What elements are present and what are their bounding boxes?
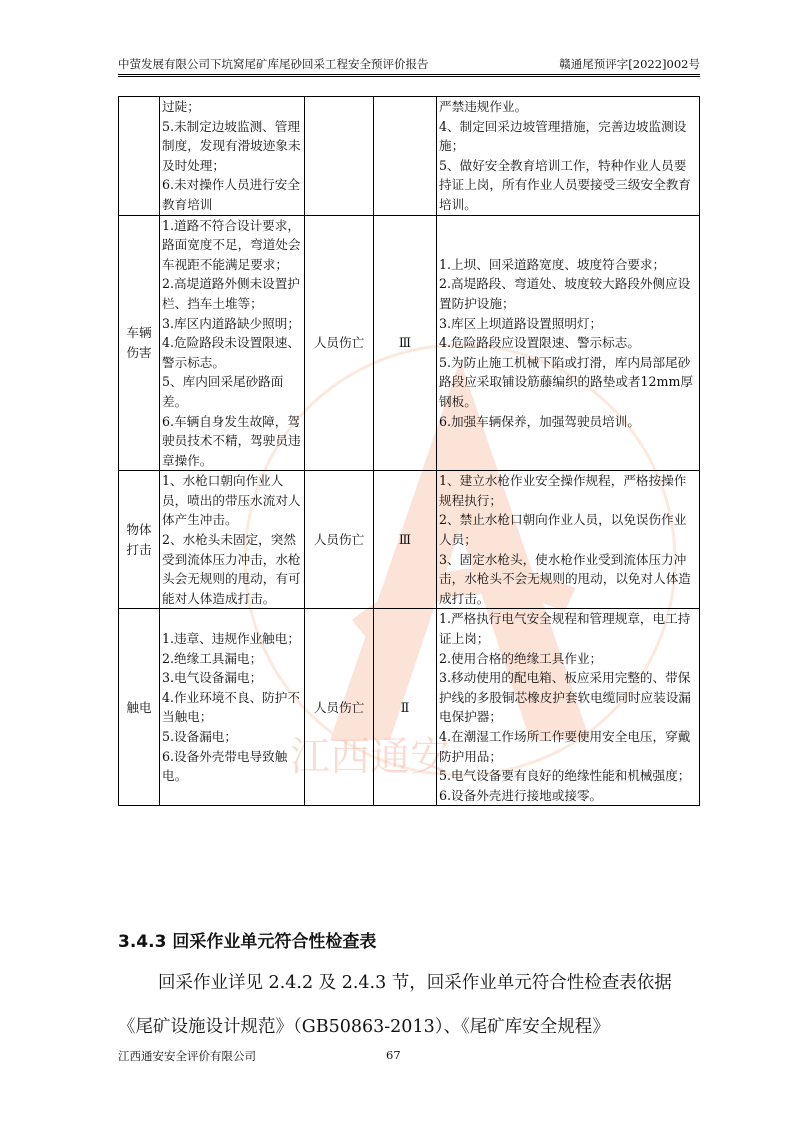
cause-item: 6.设备外壳带电导致触电。 xyxy=(162,748,288,784)
measure-item: 2.高堤路段、弯道处、坡度较大路段外侧应设置防护设施； xyxy=(439,276,691,311)
section-paragraph-2: 《尾矿设施设计规范》（GB50863-2013）、《尾矿库安全规程》 xyxy=(118,1017,610,1037)
page-footer xyxy=(118,1046,700,1066)
consequence-cell xyxy=(305,609,374,806)
table-row xyxy=(119,215,700,471)
measure-item: 4、制定回采边坡管理措施，完善边坡监测设施； xyxy=(439,118,687,154)
cause-item: 1、水枪口朝向作业人员，喷出的带压水流对人体产生冲击。 xyxy=(162,473,301,528)
measures-cell xyxy=(437,97,700,216)
measure-item: 2、禁止水枪口朝向作业人员，以免误伤作业人员； xyxy=(439,512,687,548)
cause-item: 1.道路不符合设计要求，路面宽度不足，弯道处会车视距不能满足要求； xyxy=(162,217,301,272)
table-row xyxy=(119,471,700,609)
measure-item: 1.严格执行电气安全规程和管理规章，电工持证上岗； xyxy=(439,611,691,647)
hazard-type-cell xyxy=(119,215,160,471)
cause-item: 2.高堤道路外侧未设置护栏、挡车土堆等； xyxy=(162,276,300,311)
cause-item: 5、库内回采尾砂路面差。 xyxy=(162,374,284,409)
risk-level: Ⅲ xyxy=(398,335,412,351)
section-paragraph-1: 回采作业详见 2.4.2 及 2.4.3 节，回采作业单元符合性检查表依据 xyxy=(158,973,672,993)
measure-item: 4.危险路段应设置限速、警示标志。 xyxy=(439,335,640,351)
cause-item: 4.危险路段未设置限速、警示标志。 xyxy=(162,335,300,370)
measure-item: 4.在潮湿工作场所工作要使用安全电压，穿戴防护用品； xyxy=(439,729,691,764)
consequence-cell xyxy=(305,97,374,216)
cause-item: 3.电气设备漏电； xyxy=(162,670,263,686)
hazard-type-cell xyxy=(119,609,160,806)
measures-cell xyxy=(437,609,700,806)
hazard-causes-cell xyxy=(160,215,305,471)
hazard-type: 物体打击 xyxy=(126,522,152,557)
hazard-causes-cell xyxy=(160,609,305,806)
cause-item: 6.车辆自身发生故障，驾驶员技术不精，驾驶员违章操作。 xyxy=(162,413,301,468)
hazard-type: 车辆伤害 xyxy=(126,325,152,360)
risk-level-cell xyxy=(374,215,437,471)
footer-company: 江西通安安全评价有限公司 xyxy=(118,1049,256,1063)
measure-item: 3.库区上坝道路设置照明灯； xyxy=(439,315,603,331)
watermark-brand: 江西通安 xyxy=(290,734,450,780)
section-title: 3.4.3 回采作业单元符合性检查表 xyxy=(118,932,377,952)
consequence: 人员伤亡 xyxy=(313,532,365,548)
consequence: 人员伤亡 xyxy=(313,699,365,715)
header-rule xyxy=(118,76,700,77)
risk-level-cell xyxy=(374,609,437,806)
consequence: 人员伤亡 xyxy=(313,335,365,351)
measure-item: 3、固定水枪头，使水枪作业受到流体压力冲击，水枪头不会无规则的甩动，以免对人体造成打击。 xyxy=(439,551,691,606)
measure-item: 3.移动使用的配电箱、板应采用完整的、带保护线的多股铜芯橡皮护套软电缆同时应装设漏电保护器； xyxy=(439,670,691,725)
measure-item: 5.为防止施工机械下陷或打滑，库内局部尾砂路段应采取铺设筋藤编织的路垫或者12mm厚钢板。 xyxy=(439,354,694,409)
page-number: 67 xyxy=(386,1048,401,1062)
table-row xyxy=(119,97,700,216)
table-row xyxy=(119,609,700,806)
measure-item: 1、建立水枪作业安全操作规程，严格按操作规程执行； xyxy=(439,473,687,508)
hazard-type-cell xyxy=(119,471,160,609)
risk-level-cell xyxy=(374,97,437,216)
measure-item: 2.使用合格的绝缘工具作业； xyxy=(439,650,603,666)
header-report-title: 中萤发展有限公司下坑窝尾矿库尾砂回采工程安全预评价报告 xyxy=(118,57,429,71)
hazard-type: 触电 xyxy=(126,699,152,715)
measures-cell xyxy=(437,471,700,609)
cause-item: 2、水枪头未固定，突然受到流体压力冲击，水枪头会无规则的甩动，有可能对人体造成打击。 xyxy=(162,532,301,606)
measure-item: 6.设备外壳进行接地或接零。 xyxy=(439,787,603,803)
cause-item: 5.设备漏电； xyxy=(162,729,237,744)
cause-item: 2.绝缘工具漏电； xyxy=(162,650,263,666)
hazard-causes-cell xyxy=(160,471,305,609)
risk-level: Ⅱ xyxy=(400,699,410,715)
risk-level-cell xyxy=(374,471,437,609)
cause-item: 4.作业环境不良、防护不当触电； xyxy=(162,689,300,725)
cause-item: 1.违章、违规作业触电； xyxy=(162,631,300,647)
cause-item: 5.未制定边坡监测、管理制度，发现有滑坡迹象未及时处理； xyxy=(162,118,301,173)
consequence-cell xyxy=(305,471,374,609)
measure-item: 1.上坝、回采道路宽度、坡度符合要求； xyxy=(439,256,666,272)
page-header xyxy=(118,50,700,75)
risk-table xyxy=(118,96,700,806)
measure-item: 5、做好安全教育培训工作，特种作业人员要持证上岗，所有作业人员要接受三级安全教育培训。 xyxy=(439,157,691,212)
hazard-type-cell xyxy=(119,97,160,216)
risk-level: Ⅲ xyxy=(398,532,412,548)
measure-item: 严禁违规作业。 xyxy=(439,99,528,114)
hazard-causes-cell xyxy=(160,97,305,216)
measures-cell xyxy=(437,215,700,471)
header-doc-number: 赣通尾预评字[2022]002号 xyxy=(559,57,700,71)
cause-item: 过陡； xyxy=(162,99,200,114)
measure-item: 6.加强车辆保养，加强驾驶员培训。 xyxy=(439,413,640,429)
cause-item: 6.未对操作人员进行安全教育培训 xyxy=(162,177,300,212)
consequence-cell xyxy=(305,215,374,471)
measure-item: 5.电气设备要有良好的绝缘性能和机械强度； xyxy=(439,768,691,784)
cause-item: 3.库区内道路缺少照明； xyxy=(162,315,300,331)
